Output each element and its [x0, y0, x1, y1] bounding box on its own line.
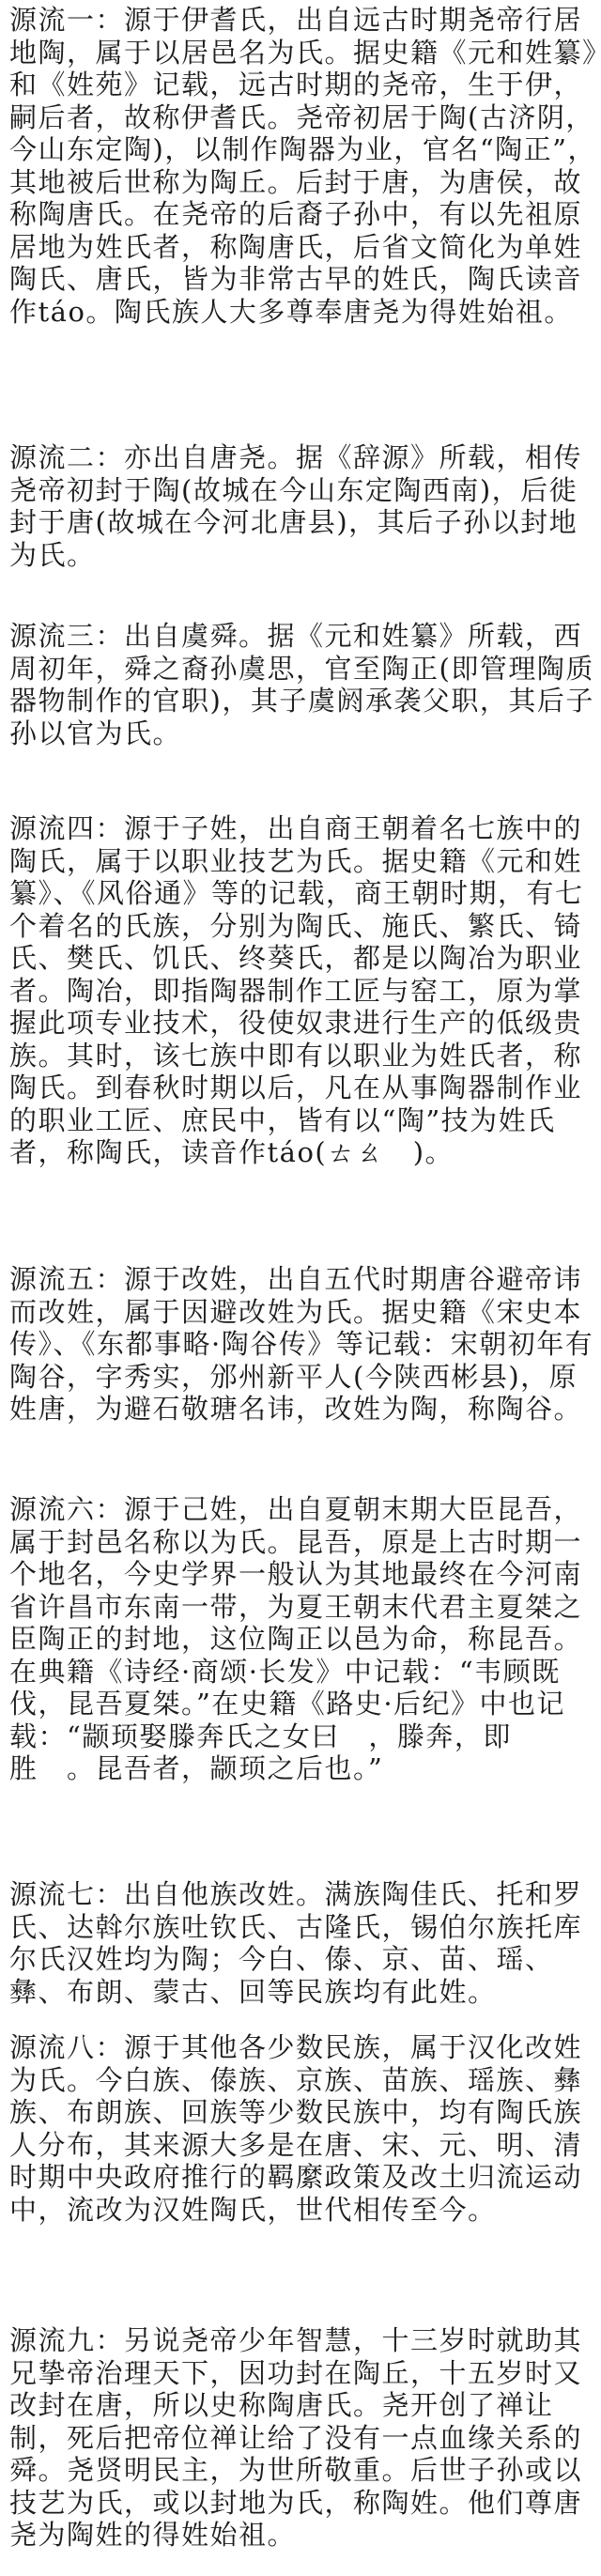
origin-section-8: 源流八：源于其他各少数民族，属于汉化改姓为氏。今白族、傣族、京族、苗族、瑶族、彝族、布朗族、回族等少数民族中，均有陶氏族人分布，其来源大多是在唐、宋、元、明、清时期中央政府推行的羁縻政策及改土归流运动中，流改为汉姓陶氏，世代相传至今。	[9, 2031, 583, 2226]
origin-section-7: 源流七：出自他族改姓。满族陶佳氏、托和罗氏、达斡尔族吐钦氏、古隆氏，锡伯尔族托库尔氏汉姓均为陶；今白、傣、京、苗、瑶、彝、布朗、蒙古、回等民族均有此姓。	[9, 1878, 583, 2008]
origin-section-6: 源流六：源于己姓，出自夏朝末期大臣昆吾，属于封邑名称以为氏。昆吾，原是上古时期一个地名，今史学界一般认为其地最终在今河南省许昌市东南一带，为夏王朝末代君主夏桀之臣陶正的封地，这位陶正以邑为命，称昆吾。在典籍《诗经·商颂·长发》中记载：“韦顾既伐，昆吾夏桀。”在史籍《路史·后纪》中也记载：“颛顼娶滕奔氏之女曰 ，滕奔，即胜 。昆吾者，颛顼之后也。”	[9, 1493, 583, 1784]
origin-section-4: 源流四：源于子姓，出自商王朝着名七族中的陶氏，属于以职业技艺为氏。据史籍《元和姓纂》、《风俗通》等的记载，商王朝时期，有七个着名的氏族，分别为陶氏、施氏、繁氏、锜氏、樊氏、饥氏、终葵氏，都是以陶冶为职业者。陶冶，即指陶器制作工匠与窑工，原为掌握此项专业技术，役使奴隶进行生产的低级贵族。其时，该七族中即有以职业为姓氏者，称陶氏。到春秋时期以后，凡在从事陶器制作业的职业工匠、庶民中，皆有以“陶”技为姓氏者，称陶氏，读音作táo(ㄊㄠ )。	[9, 812, 584, 1168]
origin-section-2: 源流二：亦出自唐尧。据《辞源》所载，相传尧帝初封于陶(故城在今山东定陶西南)，后徙封于唐(故城在今河北唐县)，其后子孙以封地为氏。	[9, 441, 583, 571]
origin-section-5: 源流五：源于改姓，出自五代时期唐谷避帝讳而改姓，属于因避改姓为氏。据史籍《宋史本传》、《东都事略·陶谷传》等记载：宋朝初年有陶谷，字秀实，邠州新平人(今陕西彬县)，原姓唐，为避石敬瑭名讳，改姓为陶，称陶谷。	[9, 1263, 594, 1425]
origin-section-1: 源流一：源于伊耆氏，出自远古时期尧帝行居地陶，属于以居邑名为氏。据史籍《元和姓纂》和《姓苑》记载，远古时期的尧帝，生于伊，嗣后者，故称伊耆氏。尧帝初居于陶(古济阴，今山东定陶)，以制作陶器为业，官名“陶正”，其地被后世称为陶丘。后封于唐，为唐侯，故称陶唐氏。在尧帝的后裔子孙中，有以先祖原居地为姓氏者，称陶唐氏，后省文简化为单姓陶氏、唐氏，皆为非常古早的姓氏，陶氏读音作táo。陶氏族人大多尊奉唐尧为得姓始祖。	[9, 4, 598, 328]
origin-section-3: 源流三：出自虞舜。据《元和姓纂》所载，西周初年，舜之裔孙虞思，官至陶正(即管理陶质器物制作的官职)，其子虞阏承袭父职，其后子孙以官为氏。	[9, 620, 594, 749]
origin-section-9: 源流九：另说尧帝少年智慧，十三岁时就助其兄挚帝治理天下，因功封在陶丘，十五岁时又改封在唐，所以史称陶唐氏。尧开创了禅让制，死后把帝位禅让给了没有一点血缘关系的舜。尧贤明民主，为世所敬重。后世子孙或以技艺为氏，或以封地为氏，称陶姓。他们尊唐尧为陶姓的得姓始祖。	[9, 2324, 583, 2551]
